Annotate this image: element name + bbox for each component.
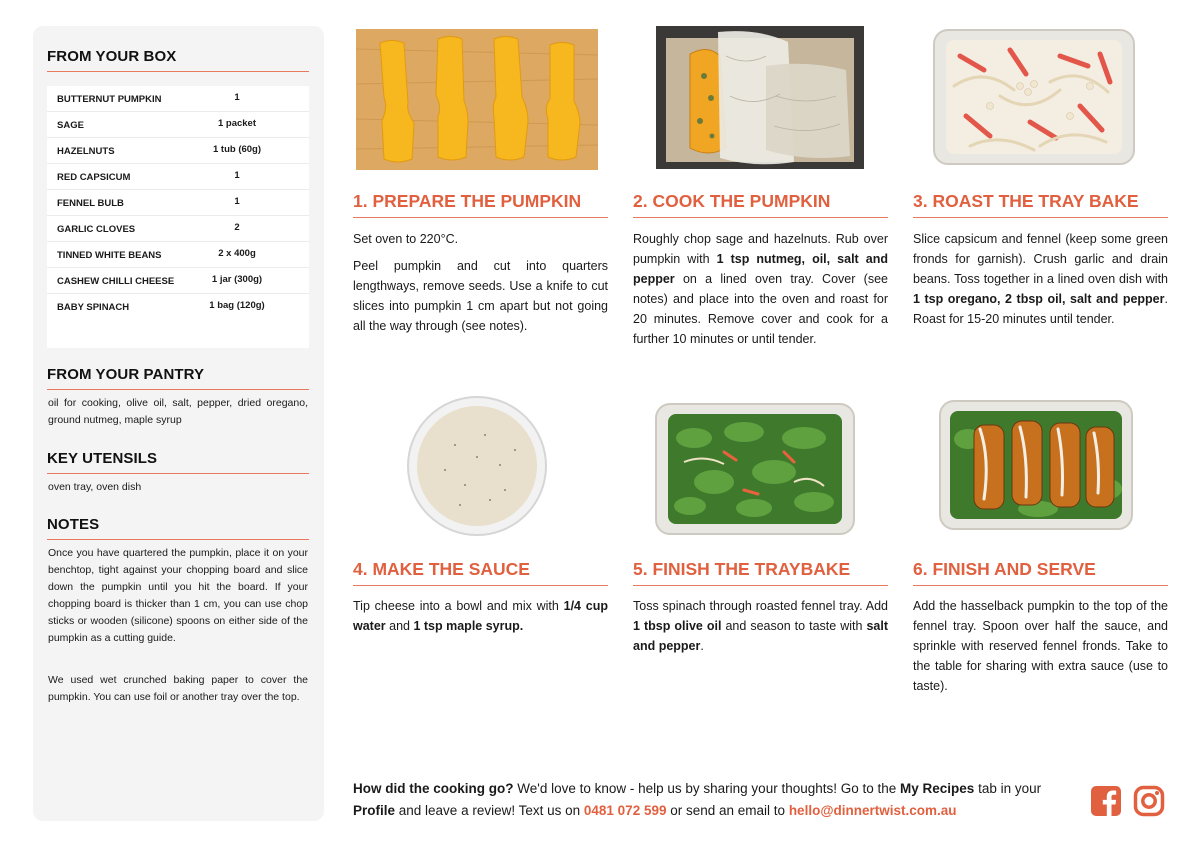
ingredients-table [47, 86, 309, 348]
divider [47, 539, 309, 540]
table-row [47, 190, 309, 216]
pumpkin-tray-photo [656, 26, 864, 169]
table-row [47, 112, 309, 138]
notes-text-2: We used wet crunched baking paper to cover the pumpkin. You can use foil or another tray over the top. [48, 674, 308, 703]
step-2-title: 2. COOK THE PUMPKIN [633, 191, 831, 211]
pumpkin-on-board-photo [356, 29, 598, 170]
ingredient-qty: 2 [234, 222, 240, 233]
ingredient-qty: 1 [234, 196, 240, 207]
step-5-text: Toss spinach through roasted fennel tray. Add 1 tbsp olive oil and season to taste with salt and pepper. [633, 599, 888, 653]
facebook-icon[interactable] [1090, 785, 1122, 817]
ingredient-name: GARLIC CLOVES [57, 224, 136, 235]
utensils-heading: KEY UTENSILS [47, 450, 158, 467]
table-row [47, 294, 309, 320]
step-5-title: 5. FINISH THE TRAYBAKE [633, 559, 851, 579]
ingredient-name: RED CAPSICUM [57, 172, 131, 183]
divider [353, 585, 608, 586]
divider [633, 217, 888, 218]
divider [633, 585, 888, 586]
step-4-title: 4. MAKE THE SAUCE [353, 559, 530, 579]
serve-tray-photo [938, 399, 1134, 531]
my-recipes-link[interactable]: My Recipes [900, 781, 975, 796]
step-1-text [353, 229, 608, 336]
notes-heading: NOTES [47, 516, 100, 533]
step-6-text: Add the hasselback pumpkin to the top of the fennel tray. Spoon over half the sauce, and sprinkle with reserved fennel fronds. Take to the table for sharing with extra sauce (use to taste). [913, 599, 1168, 693]
divider [47, 473, 309, 474]
box-heading: FROM YOUR BOX [47, 48, 177, 65]
divider [47, 389, 309, 390]
ingredient-name: SAGE [57, 120, 84, 131]
ingredient-name: HAZELNUTS [57, 146, 115, 157]
divider [913, 217, 1168, 218]
ingredient-qty: 2 x 400g [218, 248, 256, 259]
step-1-p1: Set oven to 220°C. [353, 232, 459, 246]
utensils-text: oven tray, oven dish [48, 481, 142, 493]
divider [353, 217, 608, 218]
ingredient-qty: 1 [234, 170, 240, 181]
sidebar-panel [33, 26, 324, 821]
sauce-bowl-photo [405, 395, 549, 537]
ingredient-qty: 1 bag (120g) [209, 300, 265, 311]
table-row [47, 216, 309, 242]
ingredient-qty: 1 tub (60g) [212, 144, 262, 155]
ingredient-qty: 1 [234, 92, 240, 103]
pantry-heading: FROM YOUR PANTRY [47, 366, 205, 383]
ingredient-name: CASHEW CHILLI CHEESE [57, 276, 175, 287]
table-row [47, 268, 309, 294]
ingredient-name: FENNEL BULB [57, 198, 124, 209]
ingredient-name: BUTTERNUT PUMPKIN [57, 94, 162, 105]
ingredient-name: TINNED WHITE BEANS [57, 250, 162, 261]
pantry-text: oil for cooking, olive oil, salt, pepper, dried oregano, ground nutmeg, maple syrup [48, 397, 308, 426]
profile-link[interactable]: Profile [353, 803, 396, 818]
step-1-title: 1. PREPARE THE PUMPKIN [353, 191, 582, 211]
ingredient-qty: 1 jar (300g) [211, 274, 263, 285]
table-row [47, 242, 309, 268]
step-1-p2: Peel pumpkin and cut into quarters lengthways, remove seeds. Use a knife to cut slices into pumpkin 1 cm apart but not going all the way through (see notes). [353, 259, 608, 333]
step-4-text: Tip cheese into a bowl and mix with 1/4 cup water and 1 tsp maple syrup. [353, 599, 608, 633]
step-2-text: Roughly chop sage and hazelnuts. Rub over pumpkin with 1 tsp nutmeg, oil, salt and pepper on a lined oven tray. Cover (see notes) and place into the oven and roast for 20 minutes. Remove cover and cook for a further 10 minutes or until tender. [633, 232, 888, 346]
table-row [47, 164, 309, 190]
step-3-text: Slice capsicum and fennel (keep some green fronds for garnish). Crush garlic and drain beans. Toss together in a lined oven dish with 1 tsp oregano, 2 tbsp oil, salt and pepper. Roast for 15-20 minutes until tender. [913, 232, 1168, 326]
instagram-icon[interactable] [1133, 785, 1165, 817]
tray-bake-photo [930, 26, 1138, 168]
step-3-title: 3. ROAST THE TRAY BAKE [913, 191, 1139, 211]
email-link[interactable]: hello@dinnertwist.com.au [788, 803, 957, 818]
notes-text-1: Once you have quartered the pumpkin, place it on your benchtop, tight against your chopping board and slice down the pumpkin until you hit the board. If your chopping board is thicker than 1 cm, you can use chop sticks or wooden (silicone) spoons on either side of the pumpkin as a cutting guide. [48, 547, 308, 644]
table-row [47, 86, 309, 112]
divider [913, 585, 1168, 586]
divider [47, 71, 309, 72]
spinach-tray-photo [654, 402, 856, 536]
step-6-title: 6. FINISH AND SERVE [913, 559, 1096, 579]
ingredient-qty: 1 packet [217, 118, 257, 129]
table-row [47, 138, 309, 164]
feedback-footer: How did the cooking go? We'd love to know - help us by sharing your thoughts! Go to the My Recipes tab in your Profile and leave a review! Text us on 0481 072 599 or send an email to hello@dinnertwist.com.au [353, 781, 1042, 818]
phone-link[interactable]: 0481 072 599 [583, 803, 667, 818]
ingredient-name: BABY SPINACH [57, 302, 130, 313]
footer-question: How did the cooking go? [353, 781, 514, 796]
